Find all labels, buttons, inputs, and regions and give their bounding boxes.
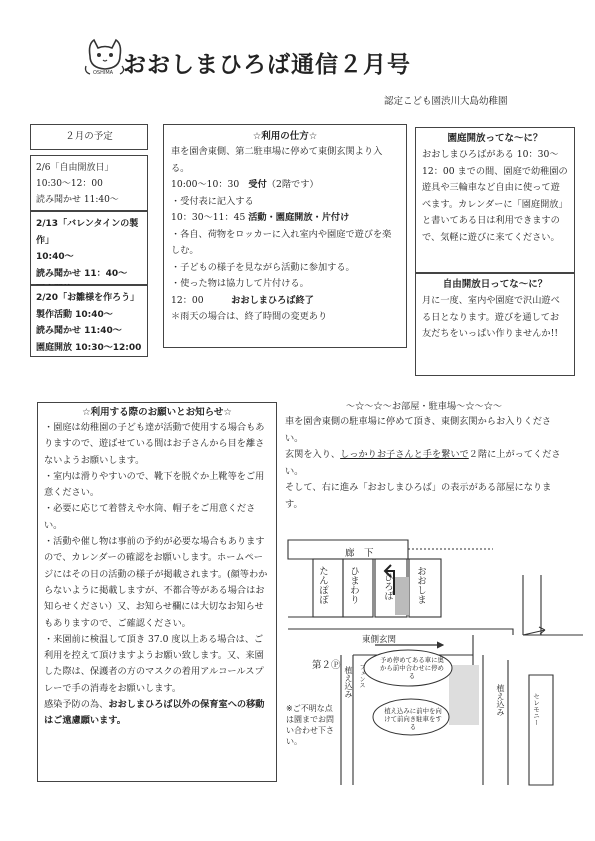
schedule-item-1 xyxy=(30,155,148,211)
usage-line-6: ・使った物は協力して片付ける。 xyxy=(171,278,309,289)
usage-label-1: 受付 xyxy=(248,179,267,190)
usage-box xyxy=(163,124,407,348)
notice-heading: ☆利用する際のお願いとお知らせ☆ xyxy=(82,407,232,418)
free-day-box xyxy=(415,273,575,376)
map-room-1: たんぽぽ xyxy=(317,566,328,604)
map-callout-2: 植え込みに前中を向けて前向き駐車をする xyxy=(384,707,442,731)
schedule-item-2 xyxy=(30,211,148,285)
map-parking: 第２Ⓟ xyxy=(312,660,341,671)
map-hedge: 植え込み xyxy=(344,666,353,698)
schedule-heading-box xyxy=(30,124,148,150)
school-name: 認定こども園渋川大島幼稚園 xyxy=(384,96,508,107)
notice-tail-bold: おおしまひろば以外の保育室への移動はご遠慮願います。 xyxy=(44,699,265,727)
schedule-heading: ２月の予定 xyxy=(65,131,113,142)
garden-box xyxy=(415,127,575,273)
map-room-4: おおしま xyxy=(415,566,426,604)
schedule-item-3-title: 2/20「お雛様を作ろう」 xyxy=(36,293,140,303)
schedule-item-2-title: 2/13「バレンタインの製作」 xyxy=(36,219,139,246)
garden-body: おおしまひろばがある 10：30～12：00 までの間、園庭で幼稚園の遊具や三輪車など自由に使って遊べます。カレンダーに「園庭開放」と書いてある日は利用できますので、気軽に遊びに来てください。 xyxy=(422,149,568,243)
notice-body: ・園庭は幼稚園の子ども達が活動で使用する場合もありますので、遊ばせている間はお子さんから目を離さないようお願いします。 ・室内は滑りやすいので、靴下を脱ぐか上靴等をご用意ください。 ・必要に応じて着替えや水筒、帽子をご用意ください。 ・活動や催し物は事前の予約が必要な場合もありますので、カレンダーの確認をお願いします。ホームページにはその日の活動の様子が掲載されます。(顔等わからないように掲載しますが、不都合等がある場合はお知らせください）又、お知らせ欄には大切なお知らせもありますので、ご確認ください。 ・来園前に検温して頂き 37.0 度以上ある場合は、ご利用を控えて頂けますようお願い致します。又、来園した際は、保護者の方のマスクの着用アルコールスプレーで手の消毒をお願いします。 xyxy=(44,422,268,694)
room-heading: ～☆～☆～お部屋・駐車場～☆～☆～ xyxy=(345,401,503,412)
room-p2-a: 玄関を入り、 xyxy=(285,449,341,460)
usage-note-1: （2階です） xyxy=(266,179,319,190)
usage-label-7: おおしまひろば終了 xyxy=(231,294,314,306)
schedule-item-3-body: 製作活動 10:40～ 読み聞かせ 11:40～ 園庭開放 10:30～12:00 xyxy=(36,309,142,353)
usage-line-4: ・各自、荷物をロッカーに入れ室内や園庭で遊びを楽しむ。 xyxy=(171,228,392,256)
schedule-item-1-text: 2/6「自由開放日」 10:30～12：00 読み聞かせ 11:40～ xyxy=(36,163,119,205)
usage-time-3: 10：30～11：45 xyxy=(171,212,246,223)
garden-heading: 園庭開放ってな～に？ xyxy=(447,133,543,144)
map-room-2: ひまわり xyxy=(348,566,359,604)
map-question-note: ※ご不明な点は園までお問い合わせ下さい。 xyxy=(286,704,334,746)
usage-line-5: ・子どもの様子を見ながら活動に参加する。 xyxy=(171,261,355,273)
room-p3: そして、右に進み「おおしまひろば」の表示がある部屋になります。 xyxy=(285,482,552,510)
free-day-heading: 自由開放日ってな～に？ xyxy=(442,279,548,290)
notice-box xyxy=(37,402,277,782)
usage-time-1: 10:00～10：30 xyxy=(171,179,240,190)
usage-time-7: 12：00 xyxy=(171,294,204,306)
room-p2-underline: しっかりお子さんと手を繋いで xyxy=(340,449,469,460)
usage-label-3: 活動・園庭開放・片付け xyxy=(248,212,350,223)
map-ceremony: セレモニー xyxy=(532,693,540,726)
room-p1: 車を園舎東側の駐車場に停めて頂き、東側玄関からお入りください。 xyxy=(285,416,552,444)
cat-logo-icon xyxy=(82,36,128,76)
free-day-body: 月に一度、室内や園庭で沢山遊べる日となります。遊びを通してお友だちをいっぱい作りませんか!! xyxy=(422,295,560,339)
notice-tail: 感染予防の為、 xyxy=(44,699,109,711)
map-callout-1: 予め停めてある車に奥から前中合わせに停める xyxy=(380,656,444,680)
map-fence: フェンス xyxy=(358,664,365,688)
map-hedge-2: 植え込み xyxy=(496,684,505,716)
usage-intro: 車を園舎東側、第二駐車場に停めて東側玄関より入る。 xyxy=(171,146,383,174)
schedule-item-3 xyxy=(30,285,148,357)
map-room-3: ひろば xyxy=(382,572,393,601)
map-corridor: 廊 下 xyxy=(345,548,374,559)
usage-line-8: ＊雨天の場合は、終了時間の変更あり xyxy=(171,311,328,322)
page-title: おおしまひろば通信２月号 xyxy=(123,52,411,78)
room-p2-b: ２階に上がってください。 xyxy=(285,449,561,477)
schedule-item-2-body: 10:40～ 読み聞かせ 11：40～ xyxy=(36,252,128,279)
usage-heading: ☆利用の仕方☆ xyxy=(252,131,318,142)
svg-text:OSHIMA: OSHIMA xyxy=(93,70,114,76)
room-directions xyxy=(285,399,563,513)
usage-line-2: ・受付表に記入する xyxy=(171,195,254,207)
map-entrance: 東側玄関 xyxy=(362,635,397,645)
